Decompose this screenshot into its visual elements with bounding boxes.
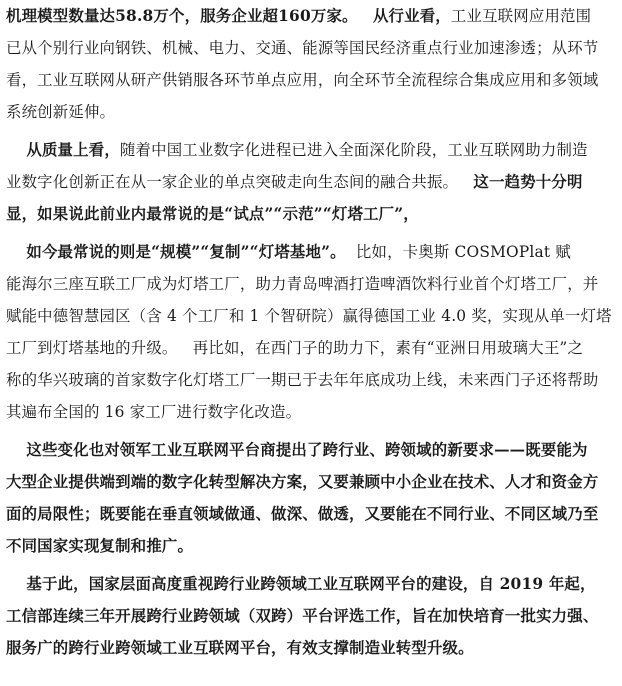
text-run: 从行业看， [372,7,451,25]
text-run: 业数字化创新正在从一家企业的单点突破走向生态间的融合共振。 [6,173,459,191]
text-run: 显，如果说此前业内最常说的是“试点”“示范”“灯塔工厂”， [6,205,419,223]
text-run: 大型企业提供端到端的数字化转型解决方案，又要兼顾中小企业在技术、人才和资金方 [6,473,599,491]
article-body [6,0,618,686]
text-run: 能海尔三座互联工厂成为灯塔工厂，助力青岛啤酒打造啤酒饮料行业首个灯塔工厂，并 [6,275,599,293]
text-line [6,236,571,268]
text-line [6,364,598,396]
text-line [6,530,193,562]
text-run: 比如，卡奥斯 COSMOPlat 赋 [345,243,571,261]
text-run: 工业互联网应用范围 [450,7,592,25]
text-line [6,134,588,166]
text-run: 已从个别行业向钢铁、机械、电力、交通、能源等国民经济重点行业加速渗透；从环节 [6,39,599,57]
text-line [6,396,301,428]
text-run: 服务广的跨行业跨领域工业互联网平台，有效支撑制造业转型升级。 [6,639,474,657]
text-line [6,466,598,498]
text-line [6,32,598,64]
text-run [358,7,373,25]
text-line [6,198,419,230]
text-run [458,173,473,191]
text-line [6,96,115,128]
text-run: 这一趋势十分明 [473,173,583,191]
text-run [6,243,26,261]
text-line [6,434,588,466]
text-run [6,575,26,593]
text-run: 不同国家实现复制和推广。 [6,537,194,555]
text-run: 看，工业互联网从研产供销服各环节单点应用，向全环节全流程综合集成应用和多领域 [6,71,599,89]
text-run: 基于此，国家层面高度重视跨行业跨领域工业互联网平台的建设，自 2019 年起， [26,575,596,593]
text-run [6,141,26,159]
text-line [6,600,598,632]
text-line [6,568,596,600]
text-run: 如今最常说的则是“规模”“复制”“灯塔基地”。 [26,243,346,261]
text-run: 面的局限性；既要能在垂直领域做通、做深、做透，又要能在不同行业、不同区域乃至 [6,505,599,523]
text-run: 机理模型数量达58.8万个，服务企业超160万家。 [6,7,358,25]
text-run: 随着中国工业数字化进程已进入全面深化阶段，工业互联网助力制造 [119,141,588,159]
text-run: 称的华兴玻璃的首家数字化灯塔工厂一期已于去年年底成功上线，未来西门子还将帮助 [6,371,599,389]
text-run: 这些变化也对领军工业互联网平台商提出了跨行业、跨领域的新要求——既要能为 [26,441,588,459]
text-run: 其遍布全国的 16 家工厂进行数字化改造。 [6,403,302,421]
text-run: 从质量上看， [26,141,120,159]
text-line [6,64,598,96]
text-run: 工信部连续三年开展跨行业跨领域（双跨）平台评选工作，旨在加快培育一批实力强、 [6,607,599,625]
text-line [6,498,598,530]
text-run: 赋能中德智慧园区（含 4 个工厂和 1 个智研院）赢得德国工业 4.0 奖，实现从单一灯塔 [6,307,612,325]
text-run [6,441,26,459]
text-line [6,0,591,32]
text-line [6,632,474,664]
text-line [6,268,598,300]
text-line [6,300,612,332]
text-line [6,166,583,198]
text-line [6,332,583,364]
text-run: 系统创新延伸。 [6,103,116,121]
text-run: 工厂到灯塔基地的升级。 再比如，在西门子的助力下，素有“亚洲日用玻璃大王”之 [6,339,584,357]
